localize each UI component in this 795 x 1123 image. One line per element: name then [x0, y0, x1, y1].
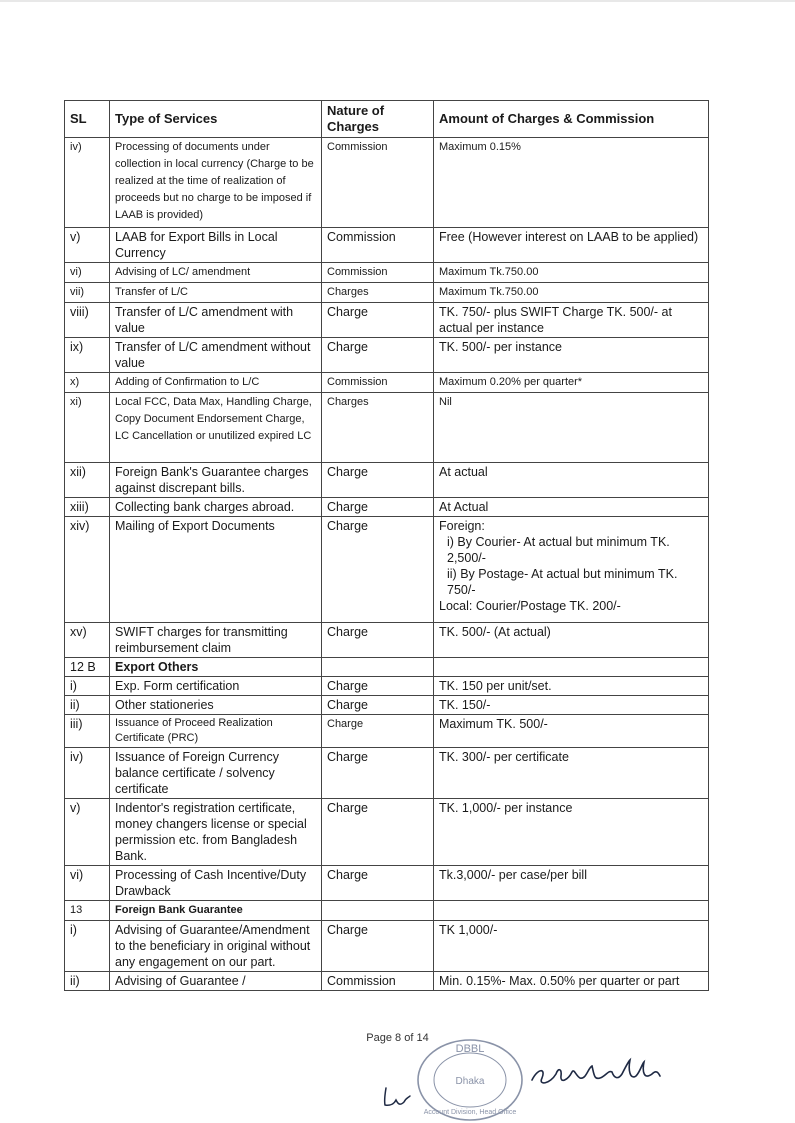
row-sl: xi) — [65, 393, 110, 463]
section-empty — [322, 658, 434, 677]
table-row — [65, 138, 709, 228]
row-sl: vi) — [65, 263, 110, 283]
row-sl: v) — [65, 228, 110, 263]
row-type: Transfer of L/C amendment with value — [110, 303, 322, 338]
initials-stroke — [385, 1088, 410, 1105]
section-title: Export Others — [110, 658, 322, 677]
row-nature: Commission — [322, 138, 434, 228]
row-amount: Maximum Tk.750.00 — [434, 283, 709, 303]
row-type: Collecting bank charges abroad. — [110, 498, 322, 517]
section-row-12b — [65, 658, 709, 677]
table-row — [65, 715, 709, 748]
row-amount: At Actual — [434, 498, 709, 517]
header-sl: SL — [65, 101, 110, 138]
handwritten-signature — [528, 1054, 663, 1094]
row-nature: Charge — [322, 463, 434, 498]
row-nature: Charge — [322, 921, 434, 972]
row-sl: vi) — [65, 866, 110, 901]
charges-table — [64, 100, 709, 991]
mailing-courier-line: i) By Courier- At actual but minimum TK. 2,500/- — [447, 535, 670, 565]
row-sl: ii) — [65, 696, 110, 715]
table-row — [65, 393, 709, 463]
row-nature: Charge — [322, 677, 434, 696]
row-nature: Charges — [322, 283, 434, 303]
row-amount: TK. 500/- (At actual) — [434, 623, 709, 658]
row-sl: xiii) — [65, 498, 110, 517]
row-nature: Charge — [322, 866, 434, 901]
section-empty — [322, 901, 434, 921]
table-row — [65, 263, 709, 283]
table-row — [65, 748, 709, 799]
table-row — [65, 498, 709, 517]
table-row — [65, 799, 709, 866]
table-row — [65, 696, 709, 715]
row-sl: x) — [65, 373, 110, 393]
row-type: Advising of Guarantee/Amendment to the beneficiary in original without any engagement on our part. — [110, 921, 322, 972]
row-type: Advising of Guarantee / — [110, 972, 322, 991]
row-sl: xv) — [65, 623, 110, 658]
row-sl: xiv) — [65, 517, 110, 623]
row-amount: TK. 150/- — [434, 696, 709, 715]
table-row — [65, 303, 709, 338]
header-nature-of-charges — [322, 101, 434, 138]
row-nature: Charge — [322, 715, 434, 748]
row-type: Processing of Cash Incentive/Duty Drawback — [110, 866, 322, 901]
scan-edge — [0, 0, 795, 2]
mailing-foreign-label: Foreign: — [439, 519, 485, 533]
row-nature: Commission — [322, 263, 434, 283]
section-sl: 12 B — [65, 658, 110, 677]
header-type-of-services: Type of Services — [110, 101, 322, 138]
row-type: Transfer of L/C amendment without value — [110, 338, 322, 373]
row-type: SWIFT charges for transmitting reimbursement claim — [110, 623, 322, 658]
mailing-postage-line: ii) By Postage- At actual but minimum TK. 750/- — [447, 567, 678, 597]
section-empty — [434, 901, 709, 921]
row-nature: Charge — [322, 498, 434, 517]
row-sl: iv) — [65, 138, 110, 228]
table-row — [65, 866, 709, 901]
row-type: Processing of documents under collection in local currency (Charge to be realized at the time of realization of proceeds but no charge to be imposed if LAAB is provided) — [110, 138, 322, 228]
row-amount: Min. 0.15%- Max. 0.50% per quarter or part — [434, 972, 709, 991]
row-nature: Commission — [322, 228, 434, 263]
section-title: Foreign Bank Guarantee — [110, 901, 322, 921]
row-type: Issuance of Proceed Realization Certificate (PRC) — [110, 715, 322, 748]
row-sl: vii) — [65, 283, 110, 303]
table-row — [65, 677, 709, 696]
seal-center-text: Dhaka — [455, 1076, 485, 1087]
handwritten-initials — [380, 1086, 414, 1108]
table-row — [65, 373, 709, 393]
row-amount: TK. 150 per unit/set. — [434, 677, 709, 696]
row-sl: ix) — [65, 338, 110, 373]
row-type: Adding of Confirmation to L/C — [110, 373, 322, 393]
row-nature: Charge — [322, 517, 434, 623]
row-nature: Commission — [322, 373, 434, 393]
row-sl: iii) — [65, 715, 110, 748]
row-sl: v) — [65, 799, 110, 866]
table-row — [65, 228, 709, 263]
row-sl: i) — [65, 677, 110, 696]
section-row-13 — [65, 901, 709, 921]
row-sl: i) — [65, 921, 110, 972]
row-amount: Free (However interest on LAAB to be applied) — [434, 228, 709, 263]
row-type: Local FCC, Data Max, Handling Charge, Copy Document Endorsement Charge, LC Cancellation or unutilized expired LC — [110, 393, 322, 463]
row-amount — [434, 517, 709, 623]
row-type: Other stationeries — [110, 696, 322, 715]
page-number: Page 8 of 14 — [366, 1032, 429, 1044]
row-sl: xii) — [65, 463, 110, 498]
signature-stroke — [532, 1060, 660, 1083]
row-sl: viii) — [65, 303, 110, 338]
row-amount: TK. 750/- plus SWIFT Charge TK. 500/- at actual per instance — [434, 303, 709, 338]
row-nature: Charge — [322, 748, 434, 799]
row-amount: TK. 500/- per instance — [434, 338, 709, 373]
section-sl: 13 — [65, 901, 110, 921]
table-row — [65, 921, 709, 972]
row-type: Transfer of L/C — [110, 283, 322, 303]
header-amount: Amount of Charges & Commission — [434, 101, 709, 138]
row-type: Issuance of Foreign Currency balance certificate / solvency certificate — [110, 748, 322, 799]
row-amount: Maximum 0.15% — [434, 138, 709, 228]
row-amount: TK. 1,000/- per instance — [434, 799, 709, 866]
row-type: Mailing of Export Documents — [110, 517, 322, 623]
row-nature: Commission — [322, 972, 434, 991]
seal-ring-text: Account Division, Head Office — [423, 1109, 517, 1116]
row-type: Advising of LC/ amendment — [110, 263, 322, 283]
row-amount: TK. 300/- per certificate — [434, 748, 709, 799]
row-amount: Maximum 0.20% per quarter* — [434, 373, 709, 393]
section-empty — [434, 658, 709, 677]
row-nature: Charge — [322, 338, 434, 373]
table-row — [65, 283, 709, 303]
office-seal-stamp — [410, 1032, 530, 1122]
row-nature: Charge — [322, 623, 434, 658]
row-sl: iv) — [65, 748, 110, 799]
table-row — [65, 463, 709, 498]
table-header-row — [65, 101, 709, 138]
row-amount: Nil — [434, 393, 709, 463]
row-type: LAAB for Export Bills in Local Currency — [110, 228, 322, 263]
row-amount: Maximum TK. 500/- — [434, 715, 709, 748]
header-nature-line-2: Charges — [327, 119, 380, 134]
seal-bank-text: DBBL — [455, 1043, 485, 1055]
row-type: Indentor's registration certificate, money changers license or special permission etc. from Bangladesh Bank. — [110, 799, 322, 866]
table-row — [65, 517, 709, 623]
mailing-local-line: Local: Courier/Postage TK. 200/- — [439, 599, 621, 613]
table-row — [65, 972, 709, 991]
row-nature: Charge — [322, 799, 434, 866]
row-type: Foreign Bank's Guarantee charges against discrepant bills. — [110, 463, 322, 498]
row-amount: At actual — [434, 463, 709, 498]
row-type: Exp. Form certification — [110, 677, 322, 696]
row-sl: ii) — [65, 972, 110, 991]
header-nature-line-1: Nature of — [327, 103, 385, 118]
row-amount: TK 1,000/- — [434, 921, 709, 972]
table-row — [65, 623, 709, 658]
row-nature: Charges — [322, 393, 434, 463]
table-row — [65, 338, 709, 373]
row-amount: Maximum Tk.750.00 — [434, 263, 709, 283]
row-amount: Tk.3,000/- per case/per bill — [434, 866, 709, 901]
row-nature: Charge — [322, 696, 434, 715]
row-nature: Charge — [322, 303, 434, 338]
